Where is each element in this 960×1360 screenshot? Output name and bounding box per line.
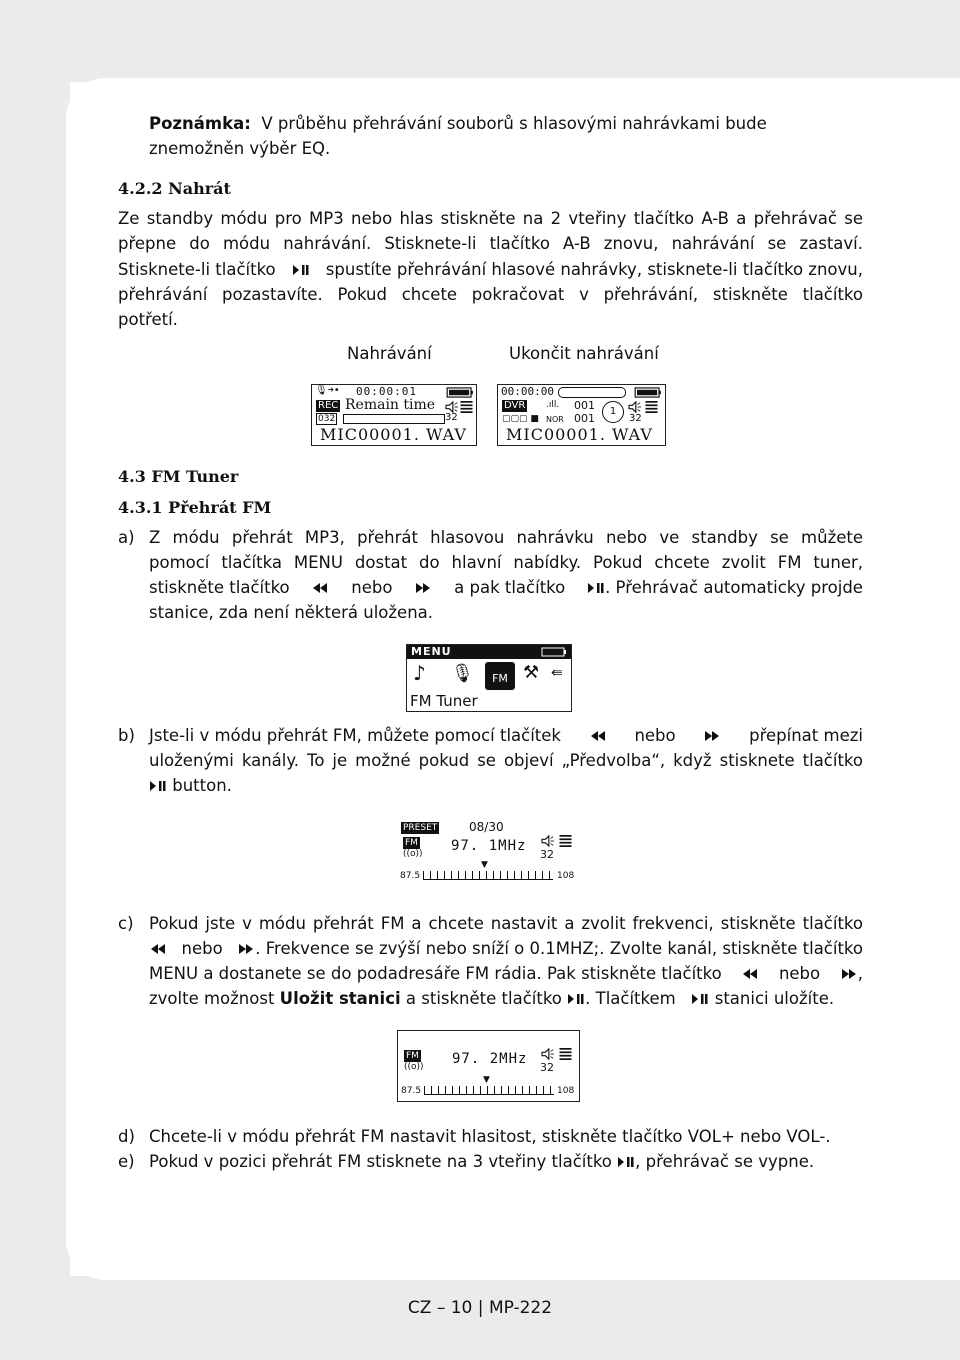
speaker-icon: [541, 1048, 555, 1060]
lcd-menu-screen: [406, 644, 572, 712]
text-fragment: . Přehrávač automaticky projde: [605, 578, 863, 597]
section-422-line-5: potřetí.: [118, 310, 178, 329]
item-e-line-1: [149, 1149, 814, 1174]
page-number: CZ – 10: [407, 1298, 473, 1318]
microphone-icon: 🎙: [451, 663, 474, 684]
next-icon: [840, 968, 858, 980]
volume-bars-icon: [559, 835, 572, 847]
list-mark-e: e): [118, 1152, 135, 1171]
more-icon: ⇚: [551, 665, 563, 681]
fm-badge: FM: [405, 838, 418, 848]
recording-progress-bar: [343, 414, 445, 424]
band-max: 108: [557, 1086, 575, 1096]
section-422-line-2: přepne do módu nahrávání. Stisknete-li tlačítko A-B znovu, nahrávání se zastaví.: [118, 234, 863, 253]
recording-number: 032: [318, 414, 336, 424]
play-pause-icon: [292, 264, 310, 276]
level-meter-icon: .ıll.: [546, 400, 560, 410]
stereo-icon: ((o)): [403, 849, 423, 859]
text-fragment: ,: [857, 964, 863, 983]
frequency: 97. 2MHz: [452, 1051, 528, 1067]
mode-icons: ▢▢▢ ■: [502, 414, 539, 424]
tuning-pointer-icon: ▼: [481, 860, 488, 870]
item-d-line-1: Chcete-li v módu přehrát FM nastavit hlasitost, stiskněte tlačítko VOL+ nebo VOL-.: [149, 1127, 831, 1146]
text-fragment: a pak tlačítko: [454, 578, 566, 597]
page-margin-top: [0, 0, 960, 82]
fm-badge: FM: [406, 1051, 419, 1061]
stereo-icon: ((o)): [404, 1062, 424, 1072]
volume-level: 32: [540, 1061, 554, 1074]
play-pause-icon: [617, 1156, 635, 1168]
text-fragment: nebo: [634, 726, 676, 745]
menu-title: MENU: [411, 645, 452, 658]
prev-icon: [741, 968, 759, 980]
tuning-scale: [424, 1086, 554, 1095]
settings-tools-icon: ⚒: [523, 662, 540, 683]
text-fragment: stanici uložíte.: [714, 989, 835, 1008]
text-fragment: Jste-li v módu přehrát FM, můžete pomocí tlačítek: [149, 726, 561, 745]
play-pause-icon: [149, 780, 167, 792]
speaker-icon: [628, 401, 642, 413]
section-422-line-3: [118, 257, 863, 282]
prev-icon: [149, 943, 167, 955]
dvr-badge: DVR: [504, 400, 526, 411]
progress-bar: [558, 387, 626, 398]
lcd-preset-screen: [397, 818, 578, 884]
text-fragment: zvolte možnost: [149, 989, 275, 1008]
file-name: MIC00001. WAV: [320, 425, 467, 444]
section-422-line-4: přehrávání pozastavíte. Pokud chcete pokračovat v přehrávání, stiskněte tlačítko: [118, 285, 863, 304]
preset-count: 08/30: [469, 820, 504, 834]
note-line-1: [149, 111, 767, 136]
tuning-scale: [423, 871, 553, 880]
prev-icon: [589, 730, 607, 742]
figure-caption-recording: Nahrávání: [347, 344, 432, 363]
text-fragment: . Tlačítkem: [585, 989, 676, 1008]
text-fragment: nebo: [778, 964, 821, 983]
text-fragment: , přehrávač se vypne.: [635, 1152, 815, 1171]
repeat-icon: 1: [602, 401, 624, 423]
frequency: 97. 1MHz: [451, 838, 527, 854]
mic-icon: 🎙➜•: [315, 385, 340, 396]
item-c-line-4: [149, 986, 834, 1011]
page-margin-bottom: [0, 1276, 960, 1360]
page-margin-left: [0, 0, 70, 1360]
text-fragment: přepínat mezi: [749, 726, 863, 745]
item-a-line-4: stanice, zda není některá uložena.: [149, 603, 434, 622]
play-pause-icon: [691, 993, 709, 1005]
text-fragment: stiskněte tlačítko: [149, 578, 290, 597]
fm-menu-icon: FM: [485, 662, 515, 690]
lcd-stop-screen: [497, 384, 666, 446]
text-fragment: nebo: [351, 578, 393, 597]
next-icon: [703, 730, 721, 742]
play-pause-icon: [567, 993, 585, 1005]
item-a-line-3: [149, 575, 863, 600]
note-label: Poznámka:: [149, 114, 251, 133]
list-mark-c: c): [118, 914, 134, 933]
text-fragment: spustíte přehrávání hlasové nahrávky, stisknete-li tlačítko znovu,: [325, 260, 863, 279]
note-text: V průběhu přehrávání souborů s hlasovými nahrávkami bude: [261, 114, 767, 133]
menu-selected-label: FM Tuner: [410, 692, 478, 710]
text-fragment: . Frekvence se zvýší nebo sníží o 0.1MHZ;. Zvolte kanál, stiskněte tlačítko: [255, 939, 863, 958]
preset-badge: PRESET: [403, 823, 438, 833]
item-b-line-1: [149, 723, 863, 748]
next-icon: [414, 582, 432, 594]
list-mark-d: d): [118, 1127, 135, 1146]
lcd-elapsed-time: 00:00:01: [356, 385, 417, 398]
item-b-line-3: [149, 773, 232, 798]
figure-caption-stop-recording: Ukončit nahrávání: [509, 344, 659, 363]
tuning-pointer-icon: ▼: [483, 1075, 490, 1085]
item-c-line-1: Pokud jste v módu přehrát FM a chcete nastavit a zvolit frekvenci, stiskněte tlačítko: [149, 914, 863, 933]
section-heading-431: 4.3.1 Přehrát FM: [118, 498, 272, 517]
lcd-elapsed-time: 00:00:00: [501, 385, 554, 398]
save-station-option: Uložit stanici: [279, 989, 401, 1008]
volume-bars-icon: [460, 401, 473, 413]
text-fragment: nebo: [181, 939, 223, 958]
lcd-frequency-screen: [397, 1030, 580, 1102]
footer-divider: |: [477, 1298, 489, 1318]
next-icon: [237, 943, 255, 955]
volume-level: 32: [540, 848, 554, 861]
text-fragment: button.: [172, 776, 232, 795]
battery-icon: [446, 387, 474, 398]
item-a-line-2: pomocí tlačítka MENU dostat do hlavní nabídky. Pokud chcete zvolit FM tuner,: [149, 553, 863, 572]
band-max: 108: [557, 871, 575, 881]
list-mark-b: b): [118, 726, 135, 745]
file-name: MIC00001. WAV: [506, 425, 653, 444]
volume-level: 32: [445, 412, 458, 423]
text-fragment: a stiskněte tlačítko: [405, 989, 562, 1008]
prev-icon: [311, 582, 329, 594]
section-heading-422: 4.2.2 Nahrát: [118, 179, 231, 198]
nor-label: NOR: [546, 415, 564, 424]
band-min: 87.5: [401, 1086, 422, 1096]
page-footer: [0, 1298, 960, 1318]
battery-icon: [634, 387, 662, 398]
speaker-icon: [541, 835, 555, 847]
volume-bars-icon: [645, 401, 658, 413]
volume-level: 32: [629, 413, 642, 424]
model-name: MP-222: [488, 1298, 553, 1318]
item-c-line-3: [149, 961, 863, 986]
lcd-recording-screen: [311, 384, 477, 446]
counter-1: 001: [574, 399, 595, 412]
note-line-2: znemožněn výběr EQ.: [149, 139, 331, 158]
text-fragment: Pokud v pozici přehrát FM stisknete na 3 vteřiny tlačítko: [149, 1152, 612, 1171]
text-fragment: Stisknete-li tlačítko: [118, 260, 276, 279]
counter-2: 001: [574, 412, 595, 425]
remain-time-label: Remain time: [345, 397, 436, 413]
band-min: 87.5: [400, 871, 421, 881]
item-c-line-2: [149, 936, 863, 961]
music-icon: ♪: [413, 661, 426, 685]
item-b-line-2: uloženými kanály. To je možné pokud se objeví „Předvolba“, když stisknete tlačítko: [149, 751, 863, 770]
play-pause-icon: [587, 582, 605, 594]
text-fragment: MENU a dostanete se do podadresáře FM rádia. Pak stiskněte tlačítko: [149, 964, 722, 983]
item-a-line-1: Z módu přehrát MP3, přehrát hlasovou nahrávku nebo ve standby se můžete: [149, 528, 863, 547]
list-mark-a: a): [118, 528, 135, 547]
section-heading-43: 4.3 FM Tuner: [118, 467, 239, 486]
volume-bars-icon: [559, 1048, 572, 1060]
battery-icon: [541, 647, 567, 657]
section-422-line-1: Ze standby módu pro MP3 nebo hlas stiskněte na 2 vteřiny tlačítko A-B a přehrávač se: [118, 209, 863, 228]
rec-badge: REC: [318, 400, 339, 411]
